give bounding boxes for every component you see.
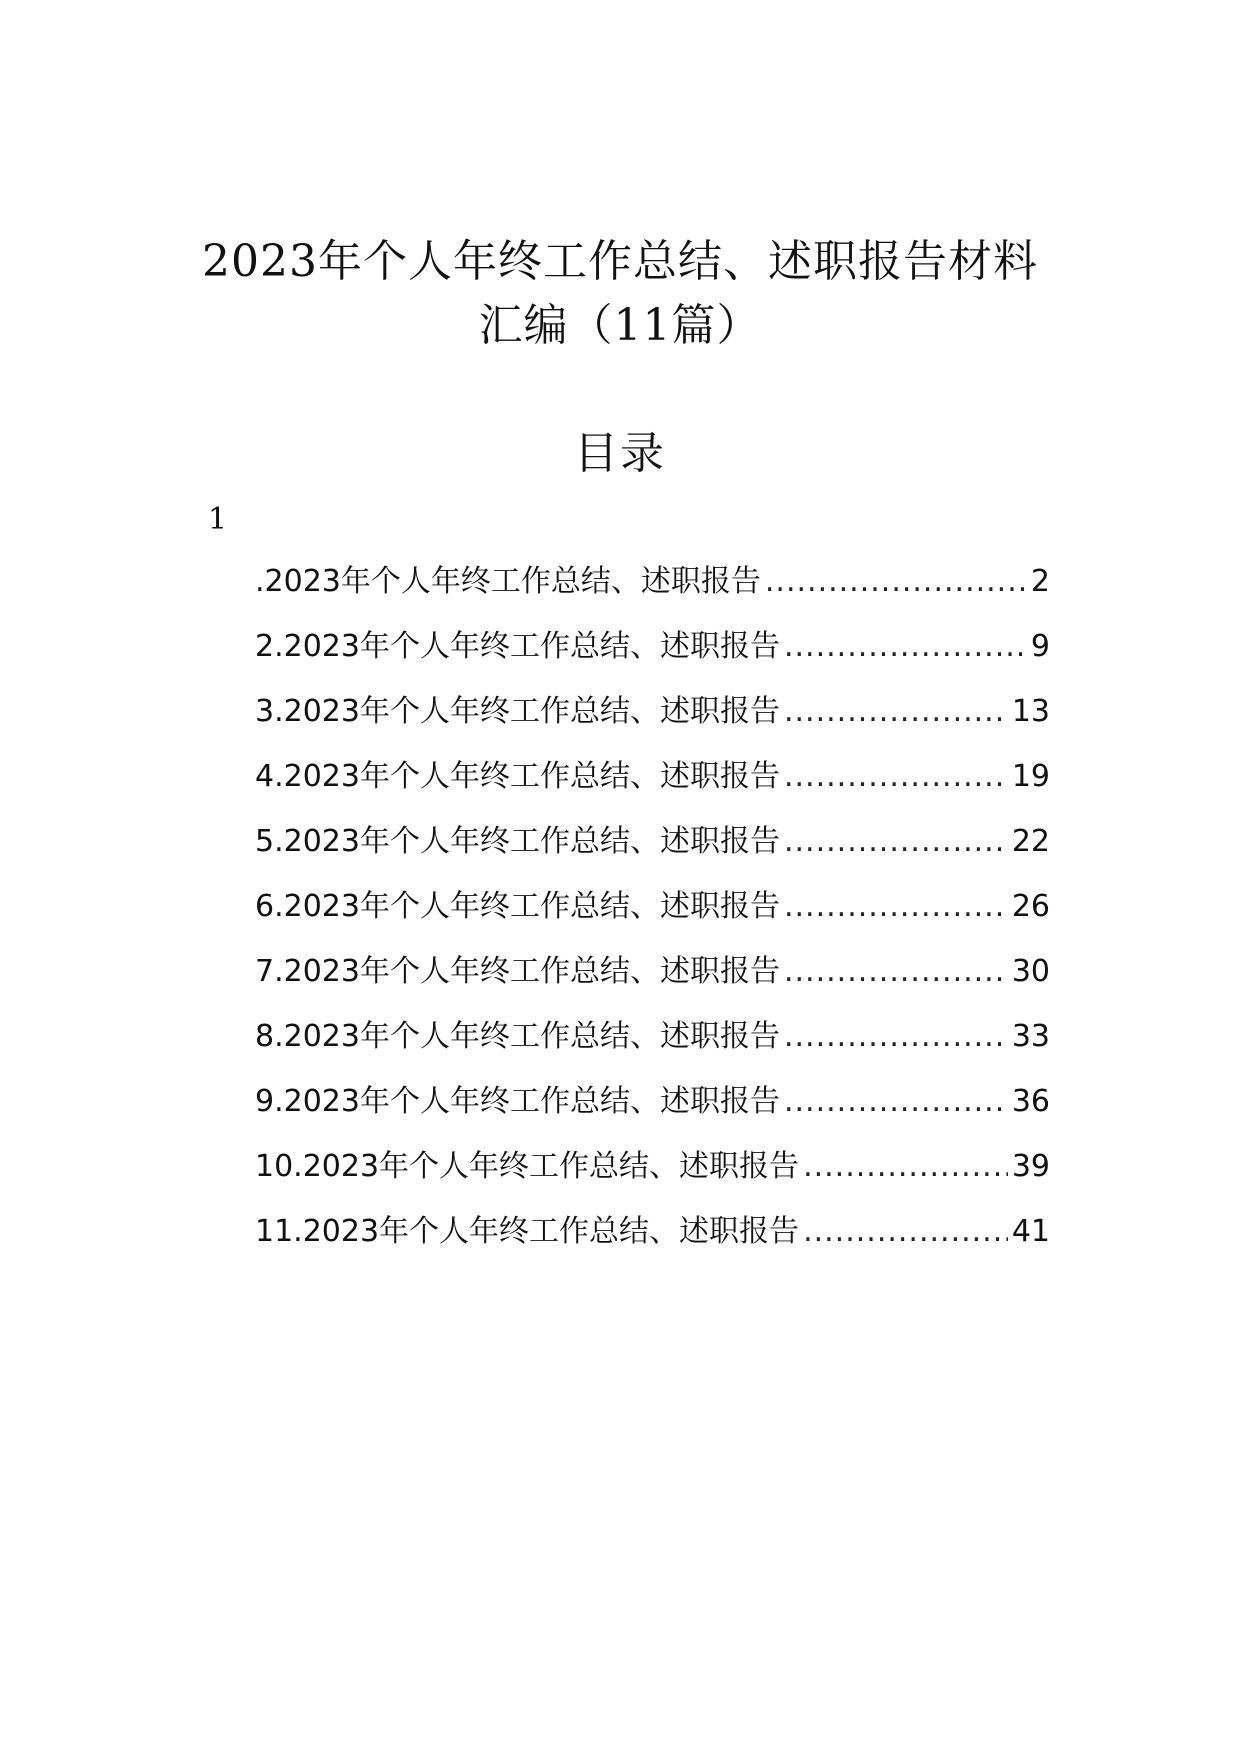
- toc-dot-leader: [784, 1082, 1008, 1122]
- toc-dot-leader: [803, 1212, 1008, 1252]
- toc-item-9[interactable]: [255, 1082, 1050, 1147]
- toc-heading: 目录: [574, 428, 666, 479]
- toc-item-label: 7.2023年个人年终工作总结、述职报告: [255, 954, 780, 989]
- toc-item-label: 5.2023年个人年终工作总结、述职报告: [255, 824, 780, 859]
- toc-item-page: 26: [1011, 889, 1050, 924]
- toc-item-page: 33: [1011, 1019, 1050, 1054]
- table-of-contents: [255, 562, 1050, 1277]
- toc-item-page: 19: [1011, 759, 1050, 794]
- toc-dot-leader: [784, 627, 1027, 667]
- toc-item-4[interactable]: [255, 757, 1050, 822]
- toc-item-5[interactable]: [255, 822, 1050, 887]
- toc-item-label: 9.2023年个人年终工作总结、述职报告: [255, 1084, 780, 1119]
- toc-dot-leader: [784, 887, 1008, 927]
- toc-dot-leader: [765, 562, 1027, 602]
- toc-dot-leader: [784, 692, 1008, 732]
- toc-item-page: 22: [1011, 824, 1050, 859]
- toc-item-label: 2.2023年个人年终工作总结、述职报告: [255, 629, 780, 664]
- toc-item-11[interactable]: [255, 1212, 1050, 1277]
- toc-item-10[interactable]: [255, 1147, 1050, 1212]
- toc-dot-leader: [803, 1147, 1008, 1187]
- toc-item-label: 10.2023年个人年终工作总结、述职报告: [255, 1149, 800, 1184]
- toc-item-label: 4.2023年个人年终工作总结、述职报告: [255, 759, 780, 794]
- toc-item-1[interactable]: [255, 562, 1050, 627]
- toc-item-page: 39: [1011, 1149, 1050, 1184]
- toc-item-7[interactable]: [255, 952, 1050, 1017]
- toc-stray-number: 1: [208, 502, 228, 537]
- toc-item-label: 11.2023年个人年终工作总结、述职报告: [255, 1214, 800, 1249]
- toc-item-8[interactable]: [255, 1017, 1050, 1082]
- toc-item-3[interactable]: [255, 692, 1050, 757]
- toc-dot-leader: [784, 1017, 1008, 1057]
- toc-item-label: .2023年个人年终工作总结、述职报告: [255, 564, 761, 599]
- document-title-line-1: 2023年个人年终工作总结、述职报告材料: [202, 236, 1038, 287]
- toc-item-page: 41: [1011, 1214, 1050, 1249]
- toc-item-page: 13: [1011, 694, 1050, 729]
- toc-item-page: 30: [1011, 954, 1050, 989]
- toc-dot-leader: [784, 822, 1008, 862]
- toc-item-6[interactable]: [255, 887, 1050, 952]
- toc-item-page: 36: [1011, 1084, 1050, 1119]
- toc-item-label: 6.2023年个人年终工作总结、述职报告: [255, 889, 780, 924]
- toc-dot-leader: [784, 757, 1008, 797]
- toc-item-label: 8.2023年个人年终工作总结、述职报告: [255, 1019, 780, 1054]
- toc-item-label: 3.2023年个人年终工作总结、述职报告: [255, 694, 780, 729]
- toc-item-page: 2: [1030, 564, 1050, 599]
- toc-item-page: 9: [1030, 629, 1050, 664]
- document-title-line-2: 汇编（11篇）: [478, 300, 762, 351]
- toc-dot-leader: [784, 952, 1008, 992]
- toc-item-2[interactable]: [255, 627, 1050, 692]
